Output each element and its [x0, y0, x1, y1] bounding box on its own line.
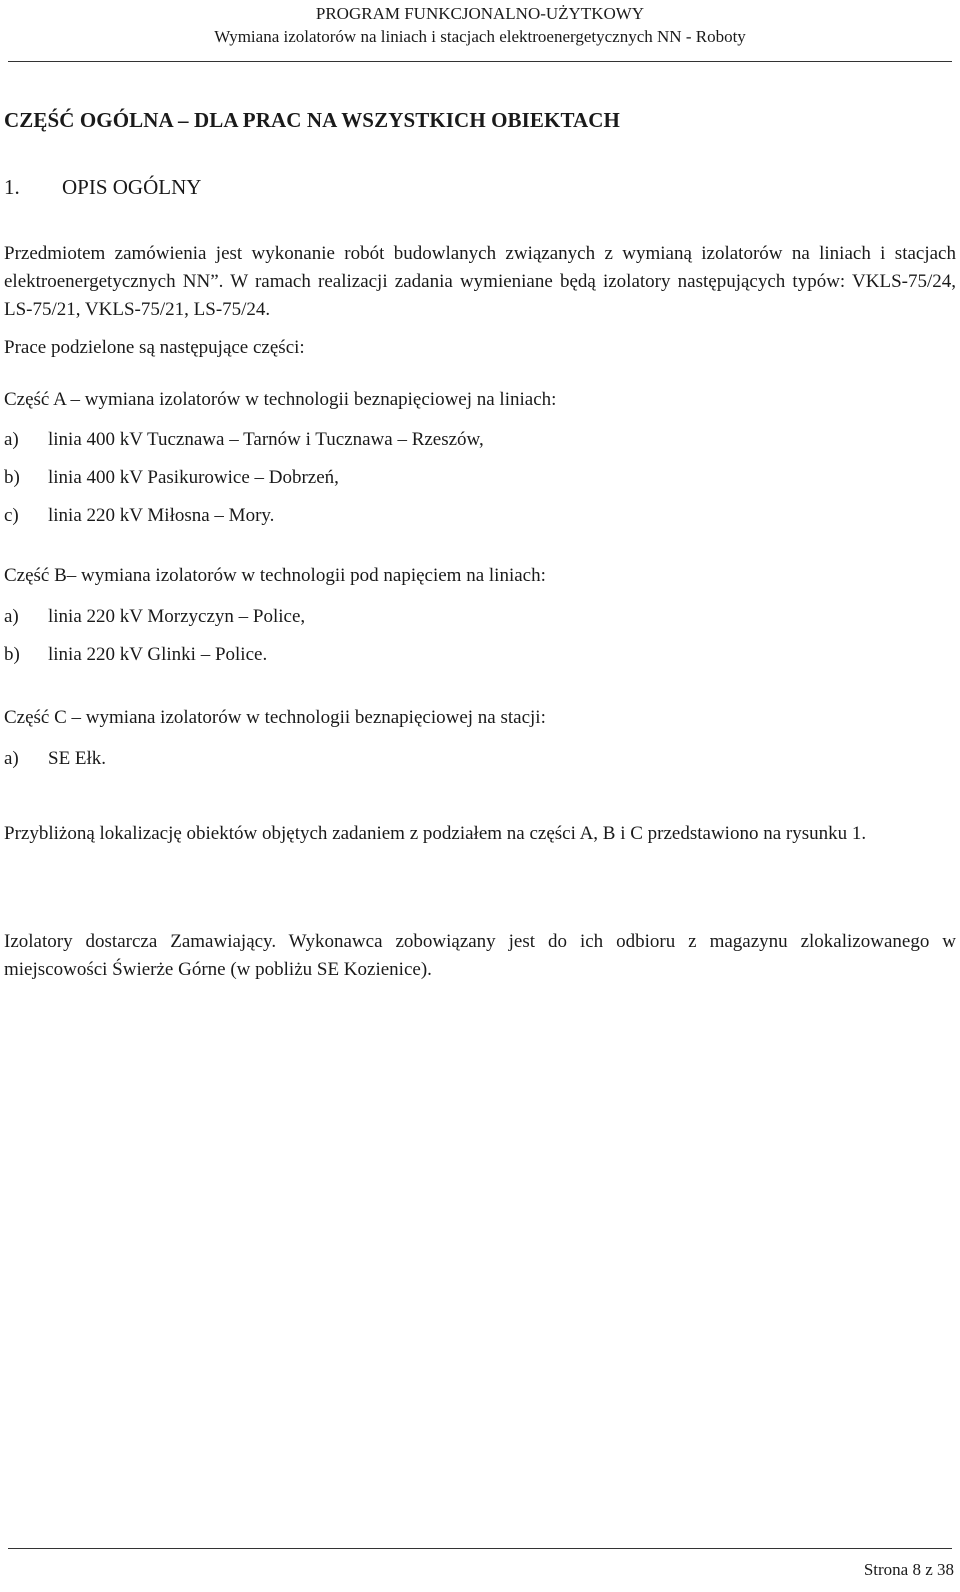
list-item-text: linia 400 kV Pasikurowice – Dobrzeń, — [48, 467, 339, 488]
header-divider — [8, 61, 952, 62]
page-header — [0, 2, 960, 48]
list-marker: c) — [4, 505, 19, 526]
page-number: Strona 8 z 38 — [863, 1560, 954, 1579]
part-b-heading: Część B– wymiana izolatorów w technologii pod napięciem na liniach: — [4, 565, 546, 586]
part-b-list — [4, 603, 956, 679]
list-item — [4, 426, 956, 464]
section-heading — [4, 175, 956, 200]
list-marker: b) — [4, 644, 20, 665]
supply-note-paragraph: Izolatory dostarcza Zamawiający. Wykonawca zobowiązany jest do ich odbioru z magazynu zlokalizowanego w miejscowości Świerże Górne (w pobliżu SE Kozienice). — [4, 931, 956, 980]
part-c-heading: Część C – wymiana izolatorów w technologii beznapięciowej na stacji: — [4, 707, 546, 728]
part-a-heading: Część A – wymiana izolatorów w technologii beznapięciowej na liniach: — [4, 389, 557, 410]
list-marker: b) — [4, 467, 20, 488]
list-marker: a) — [4, 748, 19, 769]
list-item-text: linia 220 kV Miłosna – Mory. — [48, 505, 275, 526]
list-item — [4, 603, 956, 641]
footer-divider — [8, 1548, 952, 1549]
parts-intro-paragraph: Prace podzielone są następujące części: — [4, 337, 305, 358]
list-item-text: linia 220 kV Glinki – Police. — [48, 644, 268, 665]
list-item — [4, 745, 956, 783]
header-program-title: PROGRAM FUNKCJONALNO-UŻYTKOWY — [315, 4, 645, 23]
main-title: CZĘŚĆ OGÓLNA – DLA PRAC NA WSZYSTKICH OBIEKTACH — [4, 108, 620, 132]
section-title: OPIS OGÓLNY — [62, 175, 202, 199]
list-item-text: linia 220 kV Morzyczyn – Police, — [48, 606, 306, 627]
list-item-text: linia 400 kV Tucznawa – Tarnów i Tucznawa – Rzeszów, — [48, 429, 484, 450]
intro-paragraph: Przedmiotem zamówienia jest wykonanie robót budowlanych związanych z wymianą izolatorów na liniach i stacjach elektroenergetycznych NN”. W ramach realizacji zadania wymieniane będą izolatory następujących typów: VKLS-75/24, LS-75/21, VKLS-75/21, LS-75/24. — [4, 243, 956, 320]
list-item — [4, 641, 956, 679]
list-marker: a) — [4, 429, 19, 450]
section-number: 1. — [4, 175, 20, 199]
list-item-text: SE Ełk. — [48, 748, 107, 769]
header-project-title: Wymiana izolatorów na liniach i stacjach elektroenergetycznych NN - Roboty — [214, 27, 746, 46]
list-item — [4, 464, 956, 502]
part-c-list — [4, 745, 956, 783]
list-item — [4, 502, 956, 540]
location-note-paragraph: Przybliżoną lokalizację obiektów objętych zadaniem z podziałem na części A, B i C przedstawiono na rysunku 1. — [4, 823, 867, 844]
list-marker: a) — [4, 606, 19, 627]
part-a-list — [4, 426, 956, 540]
